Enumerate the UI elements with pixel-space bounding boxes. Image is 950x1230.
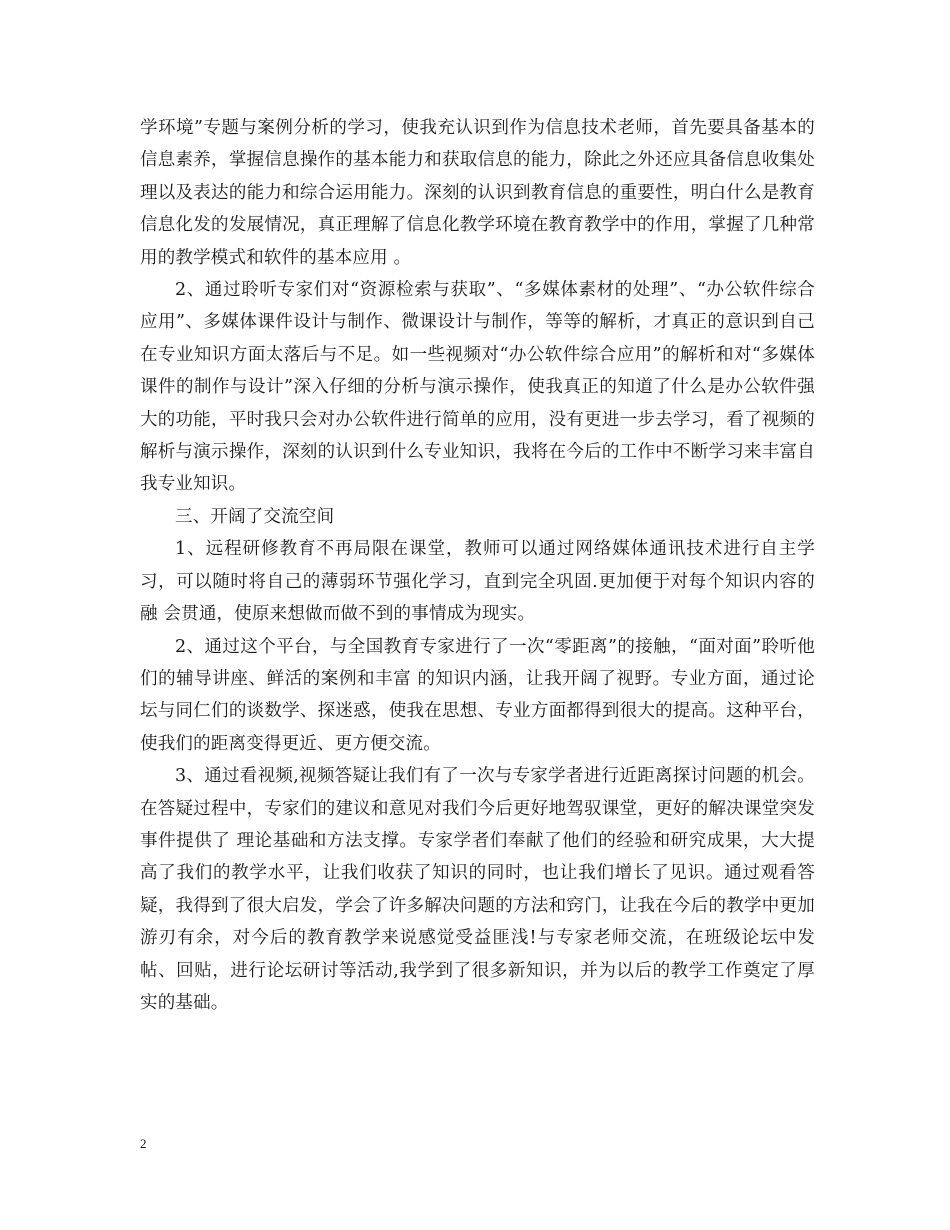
paragraph-item-3-videos: 3、通过看视频,视频答疑让我们有了一次与专家学者进行近距离探讨问题的机会。在答疑过程中，专家们的建议和意见对我们今后更好地驾驭课堂，更好的解决课堂突发事件提供了 理论基础和方法支撑。专家学者们奉献了他们的经验和研究成果，大大提高了我们的教学水平，让我们收获了知识的同时，也让我们增长了见识。通过观看答疑，我得到了很大启发，学会了许多解决问题的方法和窍门，让我在今后的教学中更加游刃有余，对今后的教育教学来说感觉受益匪浅!与专家老师交流，在班级论坛中发帖、回贴，进行论坛研讨等活动,我学到了很多新知识，并为以后的教学工作奠定了厚实的基础。 <box>140 766 815 1013</box>
paragraph-item-2-platform: 2、通过这个平台，与全国教育专家进行了一次“零距离”的接触，“面对面”聆听他们的辅导讲座、鲜活的案例和丰富 的知识内涵，让我开阔了视野。专业方面，通过论坛与同仁们的谈数学、探迷惑，使我在思想、专业方面都得到很大的提高。这种平台，使我们的距离变得更近、更方便交流。 <box>140 636 815 754</box>
page-number: 2 <box>140 1136 147 1151</box>
paragraph-continued: 学环境”专题与案例分析的学习，使我充认识到作为信息技术老师，首先要具备基本的信息素养，掌握信息操作的基本能力和获取信息的能力，除此之外还应具备信息收集处理以及表达的能力和综合运用能力。深刻的认识到教育信息的重要性，明白什么是教育信息化发的发展情况，真正理解了信息化教学环境在教育教学中的作用，掌握了几种常用的教学模式和软件的基本应用 。 <box>140 118 815 268</box>
section-heading-3: 三、开阔了交流空间 <box>175 506 335 527</box>
body-text <box>140 112 815 1019</box>
paragraph-item-1-remote-study: 1、远程研修教育不再局限在课堂，教师可以通过网络媒体通讯技术进行自主学习，可以随时将自己的薄弱环节强化学习，直到完全巩固.更加便于对每个知识内容的融 会贯通，使原来想做而做不到的事情成为现实。 <box>140 539 815 625</box>
paragraph-item-2-resources: 2、通过聆听专家们对“资源检索与获取”、“多媒体素材的处理”、“办公软件综合应用”、多媒体课件设计与制作、微课设计与制作，等等的解析，才真正的意识到自己在专业知识方面太落后与不足。如一些视频对“办公软件综合应用”的解析和对“多媒体课件的制作与设计”深入仔细的分析与演示操作，使我真正的知道了什么是办公软件强大的功能，平时我只会对办公软件进行简单的应用，没有更进一步去学习，看了视频的解析与演示操作，深刻的认识到什么专业知识，我将在今后的工作中不断学习来丰富自我专业知识。 <box>140 280 815 495</box>
